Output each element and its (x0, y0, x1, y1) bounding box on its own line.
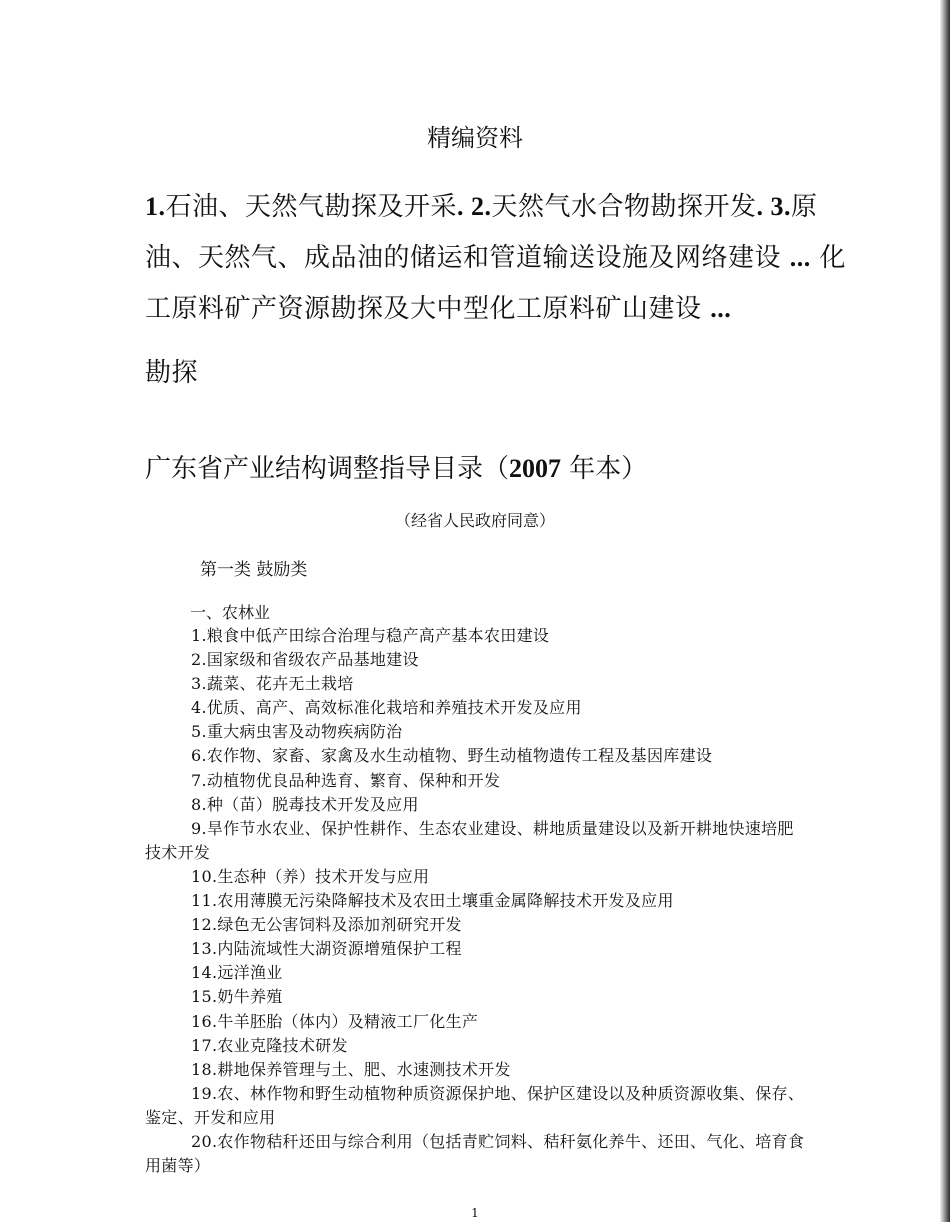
section-heading: 一、农林业 (190, 603, 271, 622)
intro-run: 油、天然气、成品油的储运和管道输送设施及网络建设 (145, 243, 790, 273)
list-item: 8.种（苗）脱毒技术开发及应用 (191, 794, 419, 814)
list-item: 5.重大病虫害及动物疾病防治 (191, 722, 403, 742)
title-prefix: 广东省产业结构调整指导目录（ (145, 454, 510, 484)
item-list (145, 624, 805, 1178)
intro-run: . 2. (457, 192, 492, 221)
intro-run: 原 (791, 192, 818, 222)
keyword: 勘探 (145, 358, 199, 388)
list-item: 16.牛羊胚胎（体内）及精液工厂化生产 (191, 1011, 479, 1031)
intro-run: 1. (145, 192, 166, 221)
list-item: 11.农用薄膜无污染降解技术及农田土壤重金属降解技术开发及应用 (191, 891, 674, 911)
intro-run: . 3. (756, 192, 792, 221)
list-item: 13.内陆流域性大湖资源增殖保护工程 (191, 939, 462, 959)
list-item: 17.农业克隆技术研发 (191, 1035, 348, 1055)
list-item: 19.农、林作物和野生动植物种质资源保护地、保护区建设以及种质资源收集、保存、鉴定、开发和应用 (145, 1083, 805, 1127)
list-item: 9.旱作节水农业、保护性耕作、生态农业建设、耕地质量建设以及新开耕地快速培肥技术开发 (145, 818, 794, 862)
intro-line-2 (145, 237, 846, 274)
title-suffix: 年本） (561, 454, 648, 484)
intro-line-1 (145, 186, 818, 223)
intro-run: ... (789, 243, 811, 272)
list-item: 14.远洋渔业 (191, 963, 283, 983)
page-edge-shadow (940, 0, 950, 1222)
intro-run: 化 (810, 243, 847, 273)
list-item: 3.蔬菜、花卉无土栽培 (191, 674, 354, 694)
list-item: 10.生态种（养）技术开发与应用 (191, 866, 430, 886)
intro-line-3 (145, 288, 731, 325)
document-title (145, 448, 647, 485)
list-item: 18.耕地保养管理与土、肥、水速测技术开发 (191, 1059, 511, 1079)
intro-run: 天然气水合物勘探开发 (491, 192, 757, 222)
list-item: 1.粮食中低产田综合治理与稳产高产基本农田建设 (191, 626, 550, 645)
page-number: 1 (471, 1206, 479, 1220)
list-item: 2.国家级和省级农产品基地建设 (191, 650, 419, 670)
list-item: 7.动植物优良品种选育、繁育、保种和开发 (191, 770, 501, 790)
list-item: 20.农作物秸秆还田与综合利用（包括青贮饲料、秸秆氨化养牛、还田、气化、培育食用菌等） (145, 1131, 805, 1176)
list-item: 12.绿色无公害饲料及添加剂研究开发 (191, 915, 462, 935)
subtitle: （经省人民政府同意） (394, 511, 555, 530)
intro-run: ... (710, 294, 732, 323)
page-header: 精编资料 (427, 124, 523, 152)
list-item: 15.奶牛养殖 (191, 987, 283, 1007)
list-item: 4.优质、高产、高效标准化栽培和养殖技术开发及应用 (191, 698, 582, 718)
title-year: 2007 (509, 454, 562, 483)
intro-run: 工原料矿产资源勘探及大中型化工原料矿山建设 (145, 294, 711, 324)
list-item: 6.农作物、家畜、家禽及水生动植物、野生动植物遗传工程及基因库建设 (191, 746, 713, 766)
category-heading: 第一类 鼓励类 (200, 560, 308, 580)
intro-run: 石油、天然气勘探及开采 (165, 192, 458, 222)
